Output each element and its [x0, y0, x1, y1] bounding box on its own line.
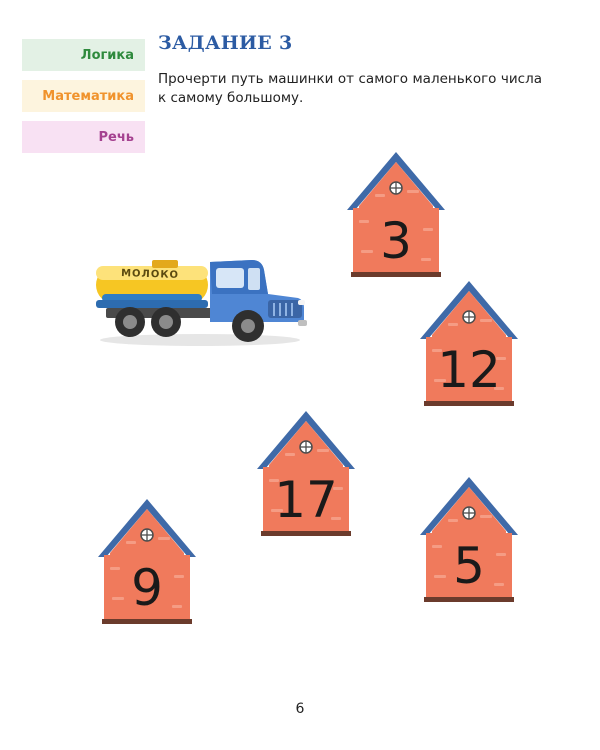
house-number: 5: [453, 537, 485, 595]
subject-tag-speech-label: Речь: [98, 129, 134, 145]
house-number-3: [345, 150, 447, 280]
house-number: 9: [131, 559, 163, 617]
subject-tag-math-label: Математика: [42, 88, 134, 104]
task-title: ЗАДАНИЕ 3: [158, 32, 293, 54]
house-number-5: [418, 475, 520, 605]
page-number: 6: [295, 701, 305, 717]
house-number: 3: [380, 212, 412, 270]
subject-tag-logic: [22, 39, 145, 71]
task-line-2: к самому большому.: [158, 90, 304, 106]
house-number-9: [96, 497, 198, 627]
house-number-17: [255, 409, 357, 539]
milk-truck-illustration: [92, 250, 307, 350]
subject-tag-math: [22, 80, 145, 112]
house-number-12: [418, 279, 520, 409]
house-number: 12: [437, 341, 501, 399]
subject-tag-logic-label: Логика: [80, 47, 134, 63]
truck-tank-label: МОЛОКО: [120, 267, 180, 282]
task-instructions: [158, 70, 542, 108]
house-number: 17: [274, 471, 338, 529]
task-line-1: Прочерти путь машинки от самого маленького числа: [158, 71, 542, 87]
subject-tag-speech: [22, 121, 145, 153]
truck-icon: [92, 250, 307, 350]
